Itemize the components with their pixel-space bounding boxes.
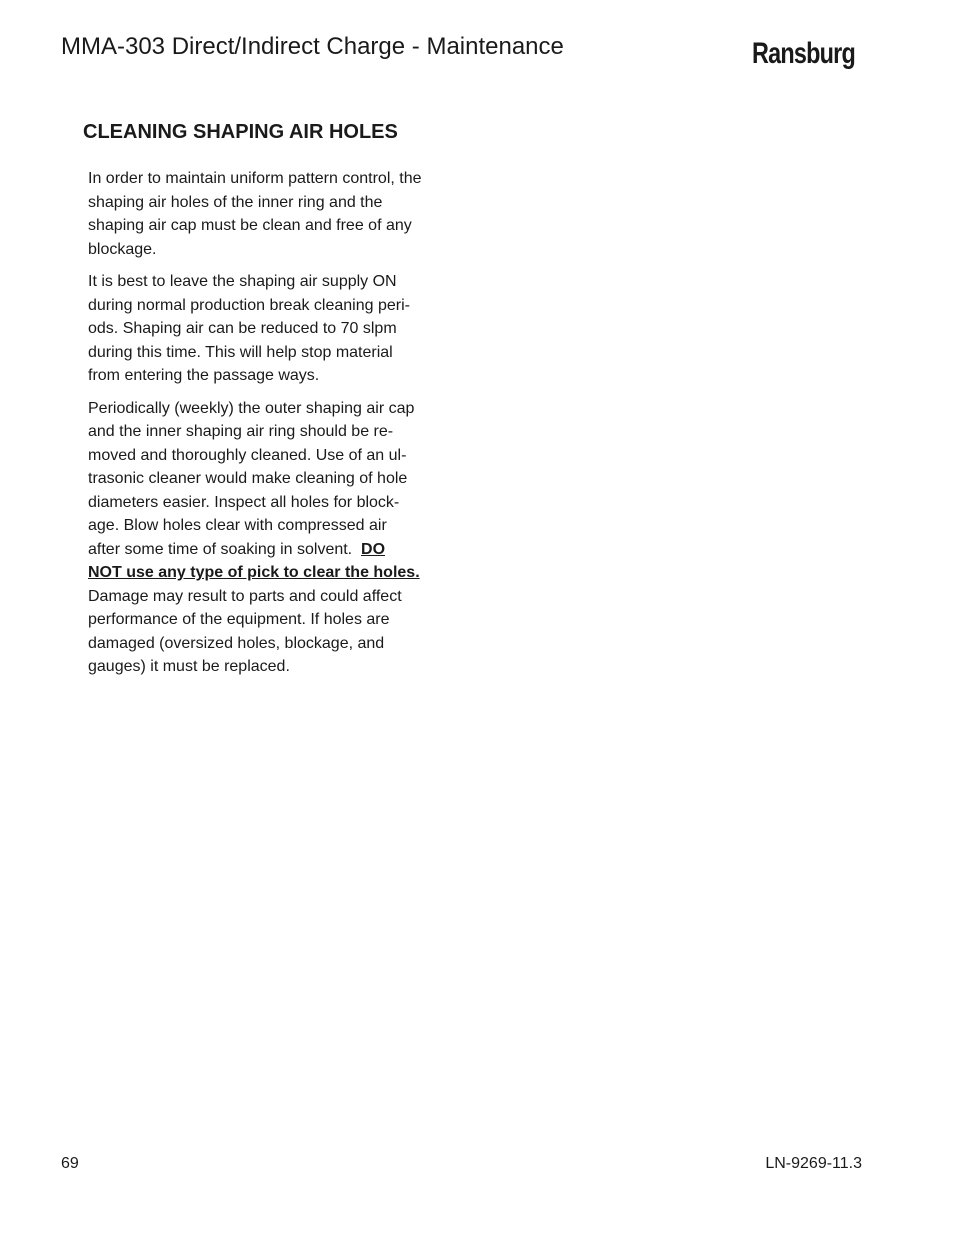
warning-text: NOT use any type of pick to clear the holes. xyxy=(88,564,420,581)
text-line: performance of the equipment. If holes are xyxy=(88,611,390,628)
page-number: 69 xyxy=(61,1155,79,1172)
text-line: moved and thoroughly cleaned. Use of an ul- xyxy=(88,446,407,464)
section-heading: CLEANING SHAPING AIR HOLES xyxy=(83,121,398,143)
document-number: LN-9269-11.3 xyxy=(765,1155,862,1172)
text-line: Periodically (weekly) the outer shaping air cap xyxy=(88,399,415,417)
text-line xyxy=(88,538,456,562)
ransburg-logo: Ransburg xyxy=(752,37,855,70)
paragraph-periodic-cleaning xyxy=(88,397,456,679)
text-line: and the inner shaping air ring should be re- xyxy=(88,423,394,440)
text-line: shaping air cap must be clean and free of any xyxy=(88,217,412,234)
warning-text: DO xyxy=(361,540,386,558)
text-line: shaping air holes of the inner ring and the xyxy=(88,193,383,211)
text-line: diameters easier. Inspect all holes for block- xyxy=(88,493,400,511)
text-line: during this time. This will help stop material xyxy=(88,343,393,361)
text-line: ods. Shaping air can be reduced to 70 slpm xyxy=(88,320,397,337)
text-line: from entering the passage ways. xyxy=(88,367,320,384)
text-line: In order to maintain uniform pattern control, the xyxy=(88,170,422,187)
text-line: gauges) it must be replaced. xyxy=(88,658,290,675)
text-fragment: after some time of soaking in solvent. xyxy=(88,540,362,558)
text-line: blockage. xyxy=(88,240,157,258)
paragraph-air-supply xyxy=(88,270,456,388)
page-header-title: MMA-303 Direct/Indirect Charge - Maintenance xyxy=(61,33,564,60)
text-line: age. Blow holes clear with compressed air xyxy=(88,517,387,534)
text-line: damaged (oversized holes, blockage, and xyxy=(88,634,385,652)
paragraph-pattern-control xyxy=(88,167,456,261)
text-line: trasonic cleaner would make cleaning of hole xyxy=(88,470,408,487)
text-line: It is best to leave the shaping air supply ON xyxy=(88,273,397,290)
text-line: Damage may result to parts and could affect xyxy=(88,587,402,605)
body-column xyxy=(88,167,456,688)
text-line: during normal production break cleaning peri- xyxy=(88,296,410,314)
